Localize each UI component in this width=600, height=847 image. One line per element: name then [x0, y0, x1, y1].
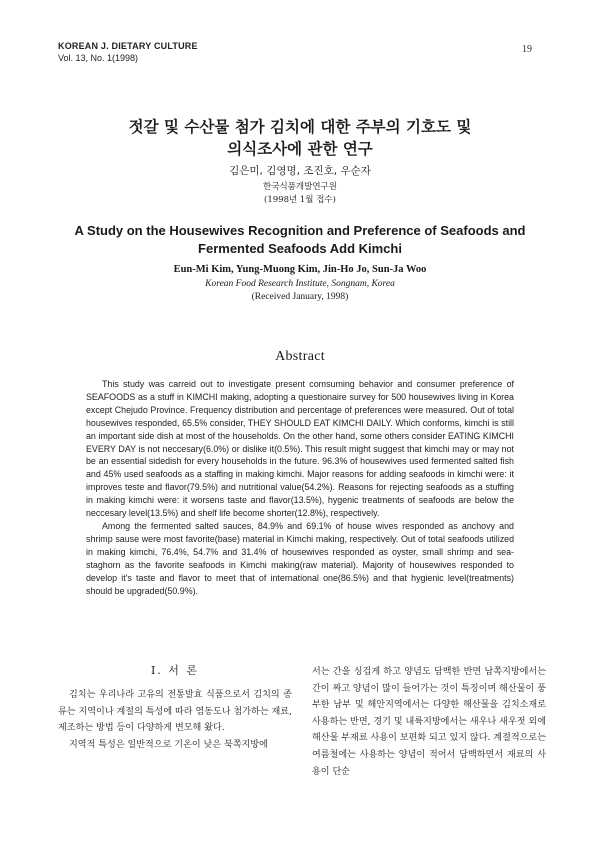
intro-paragraph-2: 지역적 특성은 일반적으로 기온이 낮은 북쪽지방에: [69, 739, 268, 750]
korean-title: [0, 116, 600, 160]
right-column-text: 서는 간을 싱겁게 하고 양념도 담백한 반면 남쪽지방에서는 간이 짜고 양념이 많이 들어가는 것이 특징이며 해산물이 풍부한 남부 및 해안지역에서는 다양한 해산물을 김치소재로 사용하는 반면, 경기 및 내륙지방에서는 새우나 새우젓 외에 해산물 부재료 사용이 보편화 되고 있지 않다. 계절적으로는 여름철에는 사용하는 양념이 적어서 담백하면서 재료의 사용이 단순: [312, 667, 546, 777]
abstract-body: [86, 378, 514, 597]
korean-received-date: (1998년 1월 접수): [264, 195, 336, 205]
left-column-text: [58, 687, 292, 753]
english-title: [0, 222, 600, 258]
korean-title-line2: 의식조사에 관한 연구: [227, 140, 373, 158]
abstract-paragraph-1: This study was carreid out to investigate present comsuming behavior and consumer preference of SEAFOODS as a stuff in KIMCHI making, adopting a questionaire survey for 500 housewives living in Korea except Chejudo Province. Frequency distribution and percentage of preferences were measured. Out of total housewives responded, 65.5% consider, THEY SHOULD EAT KIMCHI DAILY. Which conforms, kimchi is still an important side dish at most of the households. On the other hand, some others consider EATING KIMCHI EVERY DAY is not neccesary(6.0%) or dislike it(0.5%). This result might suggest that kimchi may or may not be an essential sidedish for every households in the future. 96.3% of housewives used fermented salted fish and 45% used seafoods as a staffing in making kimchi. Major reasons for adding seafoods in kimchi were: it improves teste and flavor(79.5%) and nutritional value(54.2%). Reasons for rejecting seafoods as a stuffing in making kimchi were: it worsens taste and flavor(13.5%), hygenic treatments of seafoods are below the neccesary level(13.5%) and shelf life become shorter(12.8%), respectively.: [86, 379, 514, 519]
english-title-line2: Fermented Seafoods Add Kimchi: [198, 241, 402, 256]
english-received-date: (Received January, 1998): [251, 292, 349, 302]
english-authors: Eun-Mi Kim, Yung-Muong Kim, Jin-Ho Jo, Sun-Ja Woo: [173, 264, 427, 275]
english-institute: Korean Food Research Institute, Songnam, Korea: [205, 279, 395, 289]
korean-institute: 한국식품개발연구원: [263, 182, 337, 192]
journal-name: KOREAN J. DIETARY CULTURE: [58, 41, 198, 51]
english-title-line1: A Study on the Housewives Recognition and Preference of Seafoods and: [74, 223, 526, 238]
journal-header: [58, 40, 198, 64]
page-number: 19: [522, 44, 532, 55]
abstract-paragraph-2: Among the fermented salted sauces, 84.9% and 69.1% of house wives responded as anchovy and shrimp sause were most favorite(base) material in Kimchi making, respectively. Out of total seafoods utilized in making kimchi, 76.4%, 54.7% and 31.4% of housewives responded as oyster, small shrimp and sea-staghorn as the favorite seafoods in Kimchi making(raw material). Majority of housewives responded to develop it's taste and flavor to meet that of international one(86.5%) and that hygienic level(treatments) should be upgraded(50.9%).: [86, 520, 514, 596]
korean-title-line1: 젓갈 및 수산물 첨가 김치에 대한 주부의 기호도 및: [128, 118, 472, 136]
korean-authors: 김은미, 김영명, 조진호, 우순자: [229, 165, 371, 177]
journal-volume: Vol. 13, No. 1(1998): [58, 53, 139, 63]
intro-paragraph-1: 김치는 우리나라 고유의 전통발효 식품으로서 김치의 종류는 지역이나 계절의 특성에 따라 염동도나 첨가하는 재료, 제조하는 방법 등이 다양하게 변모해 왔다.: [58, 690, 292, 734]
section-heading-introduction: I. 서 론: [150, 664, 200, 677]
abstract-heading: Abstract: [275, 349, 325, 364]
